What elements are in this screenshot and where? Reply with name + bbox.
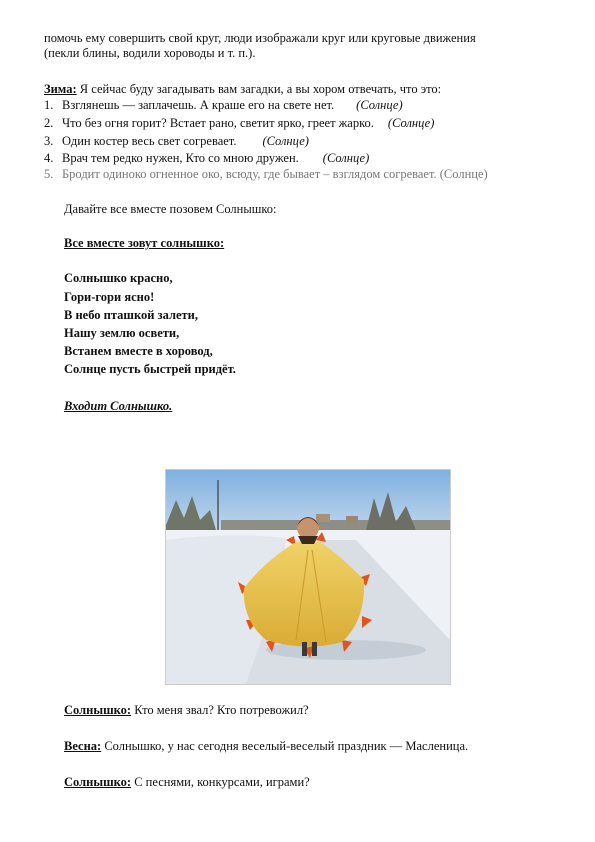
riddle-answer: (Солнце): [387, 116, 435, 130]
dialogue-text: С песнями, конкурсами, играми?: [131, 775, 310, 789]
riddle-text: Что без огня горит? Встает рано, светит ярко, греет жарко.: [62, 116, 374, 130]
riddle-5: [44, 167, 488, 182]
house: [346, 516, 358, 523]
call-intro: Давайте все вместе позовем Солнышко:: [64, 202, 277, 216]
photo-sun-costume: [165, 469, 451, 685]
riddle-4: [44, 151, 369, 166]
riddle-3: [44, 134, 309, 149]
distant-village: [221, 520, 450, 530]
riddle-text: Один костер весь свет согревает.: [62, 134, 237, 148]
chant-line-4: Нашу землю освети,: [64, 326, 180, 340]
riddle-number: 2.: [44, 116, 54, 130]
riddle-text: Взглянешь — заплачешь. А краше его на свете нет.: [62, 98, 335, 112]
riddle-number: 1.: [44, 98, 54, 112]
riddle-text: Врач тем редко нужен, Кто со мною дружен.: [62, 151, 299, 165]
riddle-number: 3.: [44, 134, 54, 148]
chant-line-3: В небо пташкой залети,: [64, 308, 198, 322]
speaker-sun: Солнышко:: [64, 775, 132, 789]
speaker-sun: Солнышко:: [64, 703, 132, 717]
stage-direction: Входит Солнышко.: [64, 399, 173, 413]
riddle-number: 5.: [44, 167, 54, 181]
riddle-answer: (Солнце): [262, 134, 309, 148]
riddle-text: Бродит одиноко огненное око, всюду, где бывает – взглядом согревает. (Солнце): [62, 167, 488, 181]
riddle-answer: (Солнце): [322, 151, 370, 165]
leg-right: [312, 642, 317, 656]
intro-line-2: (пекли блины, водили хороводы и т. п.).: [44, 46, 256, 60]
girl-face: [297, 517, 319, 539]
speaker-spring: Весна:: [64, 739, 102, 753]
intro-line-1: помочь ему совершить свой круг, люди изображали круг или круговые движения: [44, 31, 476, 45]
chant-line-5: Встанем вместе в хоровод,: [64, 344, 213, 358]
leg-left: [302, 642, 307, 656]
chant-line-1: Солнышко красно,: [64, 271, 173, 285]
dialogue-sun-1: [64, 703, 309, 718]
speaker-winter: Зима:: [44, 82, 77, 96]
riddle-2: [44, 116, 434, 131]
chant-line-6: Солнце пусть быстрей придёт.: [64, 362, 236, 376]
call-heading: Все вместе зовут солнышко:: [64, 236, 225, 250]
dialogue-text: Солнышко, у нас сегодня веселый-веселый праздник — Масленица.: [101, 739, 469, 753]
winter-text: Я сейчас буду загадывать вам загадки, а вы хором отвечать, что это:: [76, 82, 442, 96]
dialogue-spring: [64, 739, 468, 754]
riddle-1: [44, 98, 403, 113]
house: [316, 514, 330, 522]
photo-illustration: [166, 470, 450, 684]
dialogue-text: Кто меня звал? Кто потревожил?: [131, 703, 309, 717]
riddle-answer: (Солнце): [356, 98, 403, 112]
riddle-number: 4.: [44, 151, 54, 165]
winter-line: [44, 82, 441, 97]
chant-line-2: Гори-гори ясно!: [64, 290, 155, 304]
dialogue-sun-2: [64, 775, 310, 790]
